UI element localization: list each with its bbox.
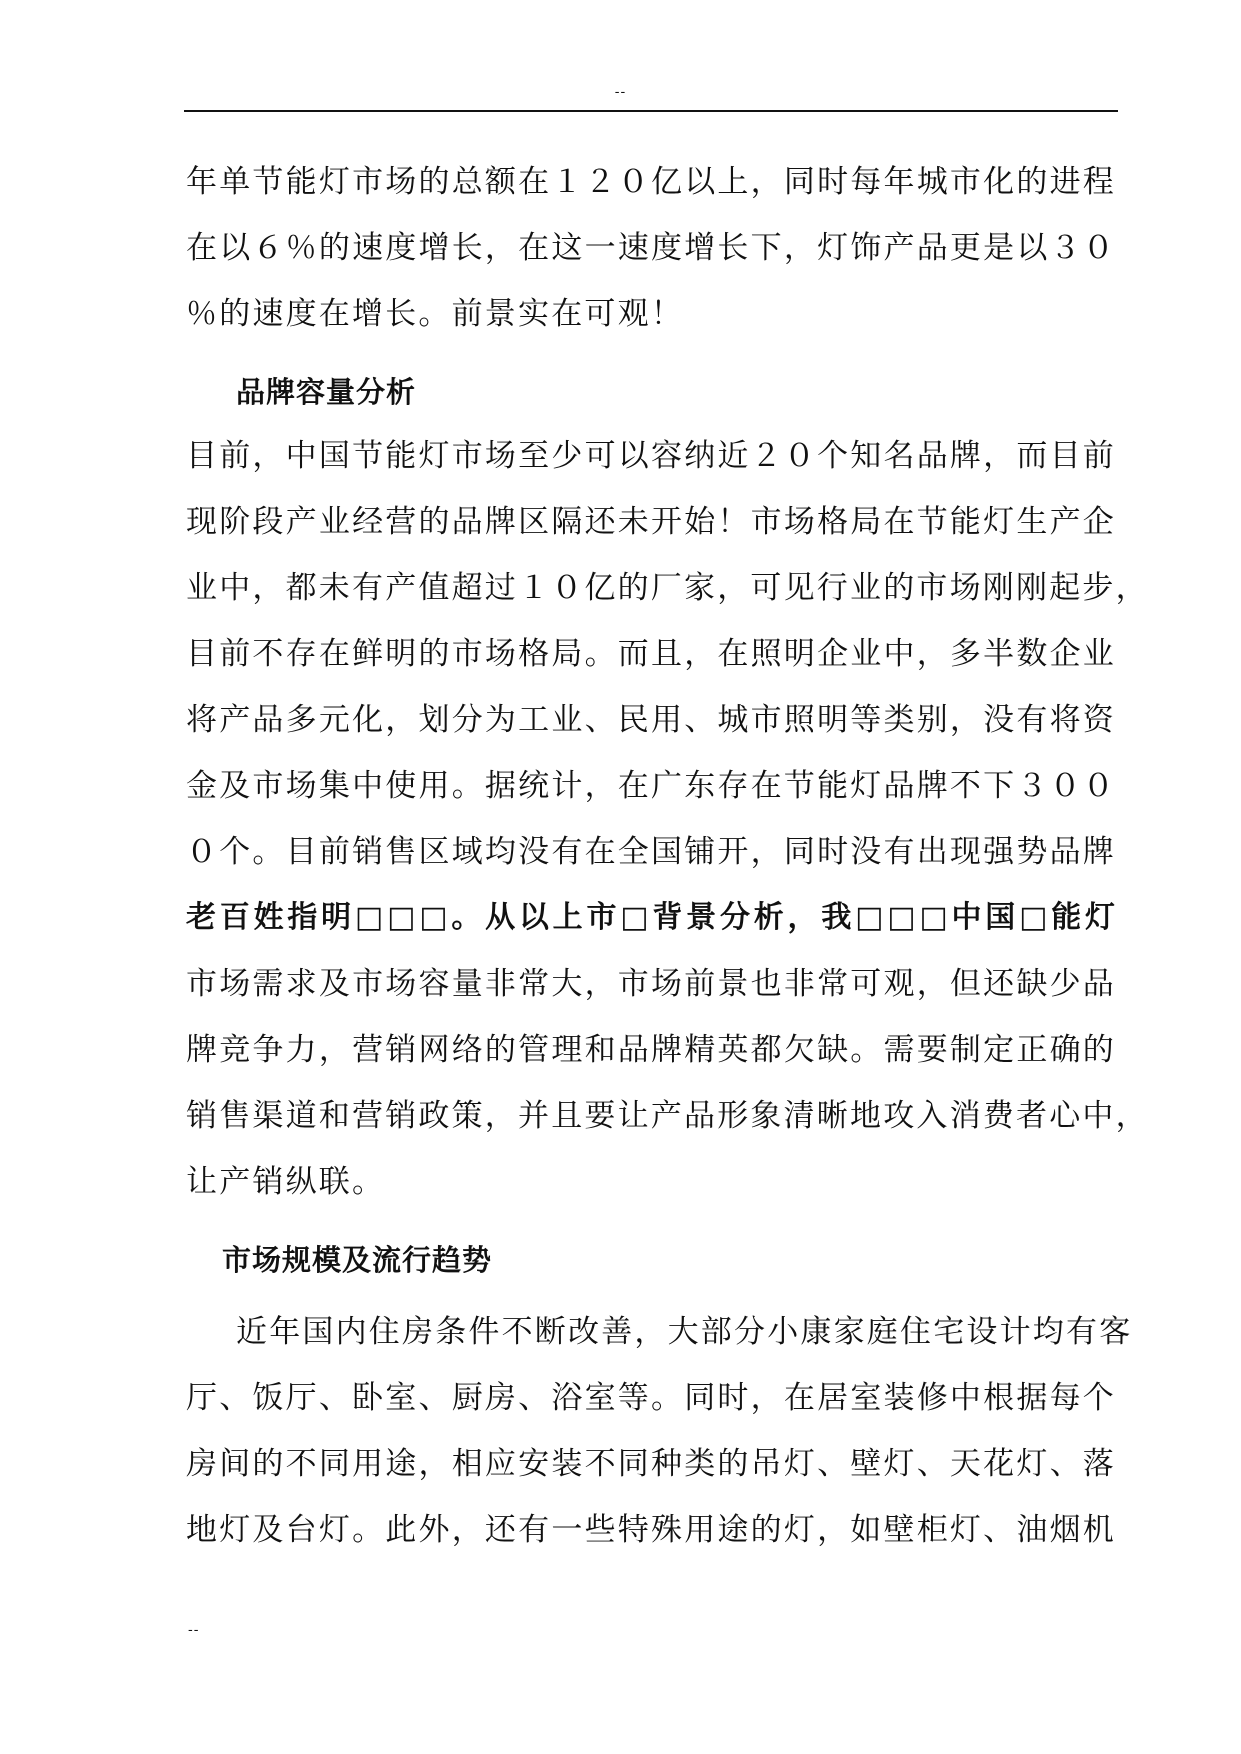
paragraph-line: 在以６％的速度增长，在这一速度增长下，灯饰产品更是以３０ — [186, 230, 1116, 266]
paragraph-line: 年单节能灯市场的总额在１２０亿以上，同时每年城市化的进程 — [186, 164, 1116, 200]
paragraph-line: 让产销纵联。 — [186, 1164, 386, 1200]
section-heading-brand: 品牌容量分析 — [236, 375, 417, 409]
paragraph-line-garbled: 老百姓指明□□□。从以上市□背景分析，我□□□中国□能灯 — [186, 900, 1116, 935]
paragraph-line: 目前不存在鲜明的市场格局。而且，在照明企业中，多半数企业 — [186, 636, 1116, 672]
paragraph-line: 将产品多元化，划分为工业、民用、城市照明等类别，没有将资 — [186, 702, 1116, 738]
header-mark: -- — [614, 84, 627, 100]
paragraph-line: 房间的不同用途，相应安装不同种类的吊灯、壁灯、天花灯、落 — [186, 1446, 1116, 1482]
paragraph-line: 金及市场集中使用。据统计，在广东存在节能灯品牌不下３００ — [186, 768, 1116, 804]
paragraph-line: ％的速度在增长。前景实在可观！ — [186, 296, 684, 332]
paragraph-line: 地灯及台灯。此外，还有一些特殊用途的灯，如壁柜灯、油烟机 — [186, 1512, 1116, 1548]
paragraph-line: 业中，都未有产值超过１０亿的厂家，可见行业的市场刚刚起步， — [186, 570, 1149, 606]
header-rule — [184, 110, 1118, 112]
paragraph-line: 销售渠道和营销政策，并且要让产品形象清晰地攻入消费者心中， — [186, 1098, 1149, 1134]
paragraph-line: 厅、饭厅、卧室、厨房、浴室等。同时，在居室装修中根据每个 — [186, 1380, 1116, 1416]
paragraph-line: ０个。目前销售区域均没有在全国铺开，同时没有出现强势品牌 — [186, 834, 1116, 870]
footer-mark: -- — [188, 1622, 200, 1638]
paragraph-line: 牌竞争力，营销网络的管理和品牌精英都欠缺。需要制定正确的 — [186, 1032, 1116, 1068]
paragraph-line-indented: 近年国内住房条件不断改善，大部分小康家庭住宅设计均有客 — [236, 1314, 1133, 1350]
section-heading-market: 市场规模及流行趋势 — [222, 1243, 493, 1277]
paragraph-line: 目前，中国节能灯市场至少可以容纳近２０个知名品牌，而目前 — [186, 438, 1116, 474]
paragraph-line: 市场需求及市场容量非常大，市场前景也非常可观，但还缺少品 — [186, 966, 1116, 1002]
paragraph-line: 现阶段产业经营的品牌区隔还未开始！市场格局在节能灯生产企 — [186, 504, 1116, 540]
